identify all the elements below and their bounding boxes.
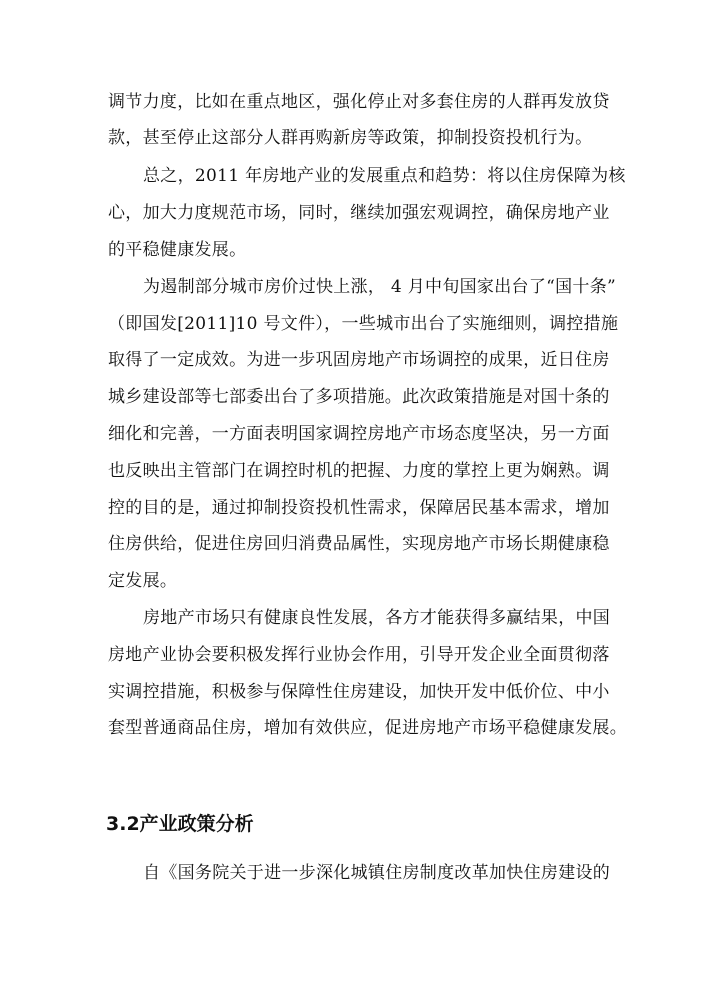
- paragraph-3-line-1: 为遏制部分城市房价过快上涨， 4 月中旬国家出台了“国十条”: [143, 277, 617, 297]
- paragraph-4-line-3: 实调控措施，积极参与保障性住房建设，加快开发中低价位、中小: [108, 682, 610, 702]
- paragraph-3-line-7: 控的目的是，通过抑制投资投机性需求，保障居民基本需求，增加: [108, 498, 610, 518]
- paragraph-4-line-1: 房地产市场只有健康良性发展，各方才能获得多赢结果，中国: [143, 608, 611, 628]
- paragraph-2-line-3: 的平稳健康发展。: [108, 240, 247, 260]
- paragraph-3-line-4: 城乡建设部等七部委出台了多项措施。此次政策措施是对国十条的: [108, 387, 610, 407]
- paragraph-1-line-1: 调节力度，比如在重点地区，强化停止对多套住房的人群再发放贷: [108, 92, 610, 112]
- paragraph-3-line-3: 取得了一定成效。为进一步巩固房地产市场调控的成果，近日住房: [108, 350, 610, 370]
- paragraph-3-line-8: 住房供给，促进住房回归消费品属性，实现房地产市场长期健康稳: [108, 534, 610, 554]
- paragraph-1-line-2: 款，甚至停止这部分人群再购新房等政策，抑制投资投机行为。: [108, 128, 593, 148]
- paragraph-3-line-2: （即国发[2011]10 号文件），一些城市出台了实施细则，调控措施: [108, 314, 619, 334]
- paragraph-3-line-6: 也反映出主管部门在调控时机的把握、力度的掌控上更为娴熟。调: [108, 461, 610, 481]
- paragraph-2-line-1: 总之，2011 年房地产业的发展重点和趋势：将以住房保障为核: [143, 166, 626, 186]
- paragraph-2-line-2: 心，加大力度规范市场，同时，继续加强宏观调控，确保房地产业: [108, 203, 610, 223]
- paragraph-3-line-5: 细化和完善，一方面表明国家调控房地产市场态度坚决，另一方面: [108, 424, 610, 444]
- paragraph-4-line-2: 房地产业协会要积极发挥行业协会作用，引导开发企业全面贯彻落: [108, 645, 610, 665]
- section-heading: 3.2产业政策分析: [106, 813, 254, 835]
- paragraph-3-line-9: 定发展。: [108, 571, 178, 591]
- paragraph-5-line-1: 自《国务院关于进一步深化城镇住房制度改革加快住房建设的: [143, 863, 611, 883]
- paragraph-4-line-4: 套型普通商品住房，增加有效供应，促进房地产市场平稳健康发展。: [108, 718, 627, 738]
